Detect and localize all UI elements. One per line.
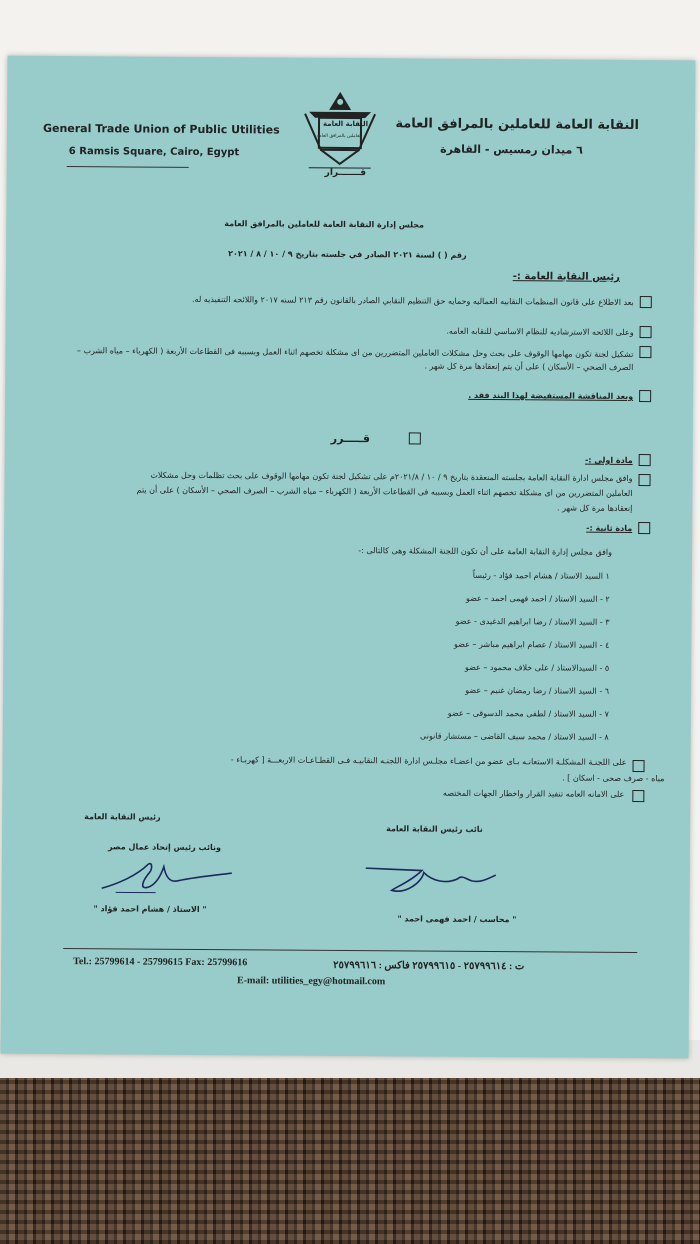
chair-heading: رئيس النقابة العامة :-	[512, 271, 620, 283]
article1-line-3: إنعقادها مرة كل شهر .	[557, 503, 633, 513]
member-item: ٣ - السيد الاستاذ / رضا ابراهيم الدغيدى - عضو	[455, 616, 610, 627]
right-signatory-title: رئيس النقابة العامة	[84, 812, 161, 822]
checkbox[interactable]	[632, 790, 644, 802]
preamble-3: تشكيل لجنة تكون مهامها الوقوف على بحث وحل مشكلات العاملين المتضررين من اى مشكلة تخصهم اثناء العمل وبسببه فى القطاعات الأربعة ( الكهرباء – مياه الشرب – الصرف الصحي – الأسكان ) على أن يتم إنعقادها مرة كل شهر .	[76, 346, 634, 372]
union-logo	[299, 88, 382, 185]
committee-note-1: على اللجنـة المشكلـة الاستعانـه بـاى عضو من اعضـاء مجلـس ادارة اللجنـه النقابيـه فـى القطـاعـات الاربعـــة [ كهربـاء -	[230, 755, 627, 767]
checkbox[interactable]	[409, 432, 421, 444]
article1-title: مادة اولى :-	[584, 455, 633, 465]
checkbox[interactable]	[639, 346, 651, 358]
member-item: ٧ - السيد الاستاذ / لطفى محمد الدسوقى – عضو	[447, 708, 609, 719]
header-english-address: 6 Ramsis Square, Cairo, Egypt	[68, 146, 240, 159]
signature-left	[362, 860, 502, 901]
header-english-name: General Trade Union of Public Utilities	[42, 121, 280, 137]
preamble-1: بعد الاطلاع على قانون المنظمات النقابيه العماليه وحمايه حق التنظيم النقابي الصادر بالقانون رقم ٢١٣ لسنه ٢٠١٧ واللائحه التنفيذيه له.	[191, 294, 634, 307]
footer-rule	[63, 948, 637, 953]
checkbox[interactable]	[633, 760, 645, 772]
discussion-text: وبعد المناقشة المستفيضة لهذا البند فقد .	[468, 390, 634, 401]
header-arabic-address: ٦ ميدان رمسيس - القاهرة	[440, 142, 583, 157]
member-item: ٢ - السيد الاستاذ / احمد فهمى احمد – عضو	[465, 593, 610, 604]
member-item: ٨ - السيد الاستاذ / محمد سيف القاضى – مستشار قانونى	[420, 731, 609, 742]
footer-phone-arabic: ت : ٢٥٧٩٩٦١٤ - ٢٥٧٩٩٦١٥ فاكس : ٢٥٧٩٩٦١٦	[333, 959, 525, 973]
checkbox[interactable]	[640, 326, 652, 338]
checkbox[interactable]	[640, 296, 652, 308]
checkbox[interactable]	[639, 454, 651, 466]
decision-word: قـــــرر	[330, 431, 371, 446]
footer-phone-english: Tel.: 25799614 - 25799615 Fax: 25799616	[73, 956, 248, 969]
left-signatory-name: " محاسب / احمد فهمى احمد "	[397, 914, 517, 925]
committee-note-2: مياه - صرف صحى - اسكان ] .	[562, 773, 665, 784]
article2-intro: وافق مجلس إدارة النقابة العامة على أن تكون اللجنة المشكلة وهى كالتالى :-	[358, 546, 613, 557]
left-signatory-title: نائب رئيس النقابة العامة	[386, 824, 483, 834]
right-signatory-subtitle: ونائب رئيس إتحاد عمال مصر	[107, 842, 221, 853]
signature-right	[96, 854, 236, 899]
logo-text-bottom: للعاملين بالمرافق العامة	[316, 133, 363, 140]
checkbox[interactable]	[639, 390, 651, 402]
board-title: مجلس إدارة النقابة العامة للعاملين بالمرافق العامة	[224, 219, 425, 230]
wooden-surface	[0, 1078, 700, 1244]
header-english-rule	[67, 166, 189, 168]
checkbox[interactable]	[639, 474, 651, 486]
footer-email: E-mail: utilities_egy@hotmail.com	[237, 975, 386, 988]
article1-line-1: وافق مجلس ادارة النقابة العامة بجلسته المنعقدة بتاريخ ٩ / ١٠ / ٢٠٢١/٨م على تشكيل لجنة تكون مهامها الوقوف على بحث تظلمات وحل مشكلات	[150, 470, 633, 483]
article1-line-2: العاملين المتضررين من اى مشكلة تخصهم اثناء العمل وبسببه فى القطاعات الأربعة ( الكهرباء – مياه الشرب – الصرف الصحي – الأسكان ) على أن يتم	[136, 485, 633, 498]
document-page	[1, 56, 696, 1059]
execution-note: على الامانه العامه تنفيذ القرار واخطار الجهات المختصه	[442, 788, 625, 799]
decision-reference: رقم ( ) لسنة ٢٠٢١ الصادر في جلسته بتاريخ ٩ / ١٠ / ٨ / ٢٠٢١	[228, 249, 467, 260]
member-item: ٥ - السيدالاستاذ / على خلاف محمود – عضو	[464, 662, 610, 673]
checkbox[interactable]	[638, 522, 650, 534]
preamble-2: وعلى اللائحه الاسترشاديه للنظام الاساسي للنقابه العامه.	[446, 326, 634, 337]
right-signatory-name: " الاستاذ / هشام احمد فؤاد "	[93, 904, 207, 915]
header-arabic-name: النقابة العامة للعاملين بالمرافق العامة	[395, 116, 640, 134]
logo-caption: قـــــــرار	[324, 167, 367, 179]
member-item: ٤ - السيد الاستاذ / عصام ابراهيم مباشر – عضو	[454, 639, 610, 650]
logo-text-top: النقابة العامة	[322, 119, 369, 129]
member-item: ٦ - السيد الاستاذ / رضا رمضان غنيم – عضو	[465, 685, 610, 696]
article2-title: مادة ثانية :-	[586, 523, 633, 533]
member-item: ١ السيد الاستاذ / هشام احمد فؤاد - رئيساً	[472, 570, 610, 581]
